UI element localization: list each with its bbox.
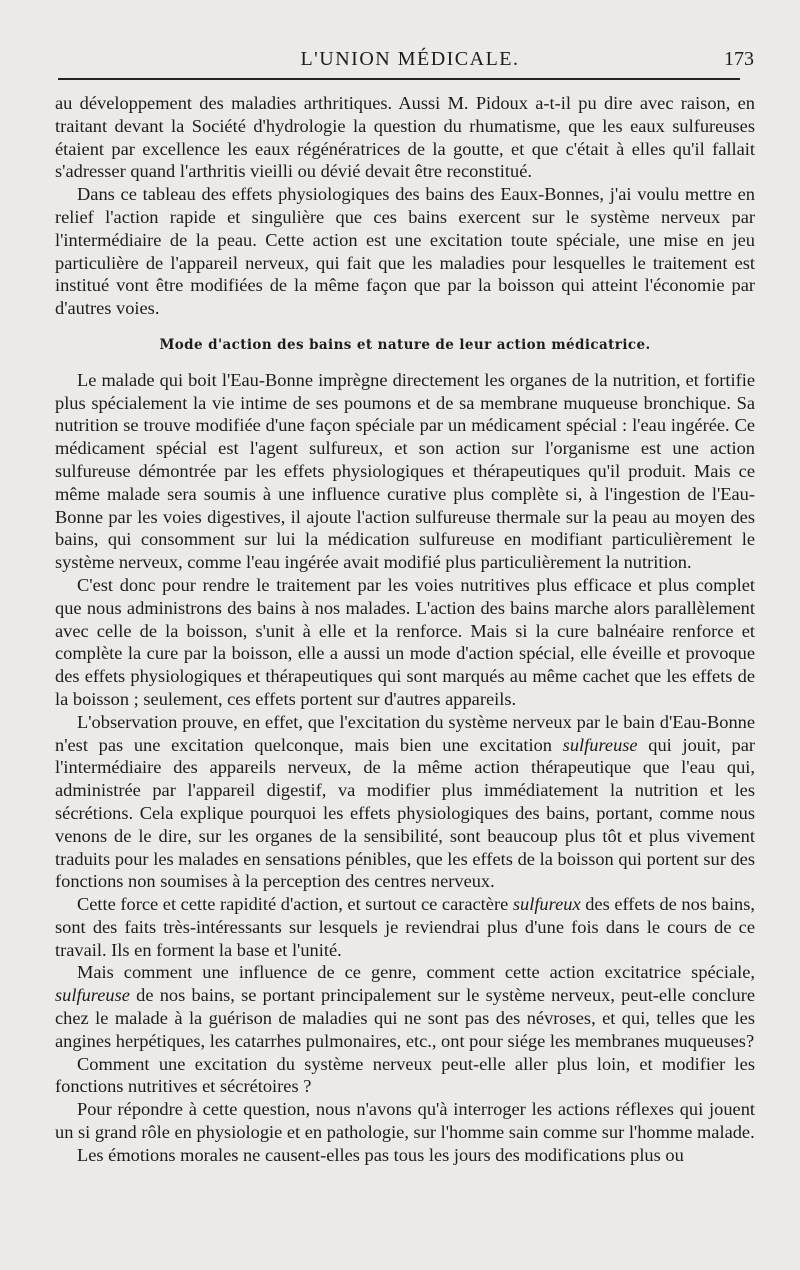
text-run: de nos bains, se portant principalement sur le système nerveux, peut-elle conclure chez le malade à la guérison de maladies qui ne sont pas des névroses, et qui, telles que les angines herpétiques, les catarrhes pulmonaires, etc., ont pour siége les membranes muqueuses? bbox=[55, 985, 755, 1051]
emphasis: sulfureuse bbox=[562, 734, 638, 755]
header-rule bbox=[58, 78, 740, 80]
running-head bbox=[60, 46, 760, 76]
paragraph: Dans ce tableau des effets physiologiques des bains des Eaux-Bonnes, j'ai voulu mettre en relief l'action rapide et singulière que ces bains exercent sur le système nerveux par l'intermédiaire de la peau. Cette action est une excitation toute spéciale, une mise en jeu particulière de l'appareil nerveux, qui fait que les maladies pour lesquelles le traitement est institué vont être modifiées de la même façon que par la boisson qui atteint l'économie par d'autres voies. bbox=[55, 184, 755, 319]
page-number: 173 bbox=[724, 48, 754, 70]
journal-title: L'UNION MÉDICALE. bbox=[300, 48, 520, 70]
paragraph bbox=[55, 961, 755, 1052]
paragraph bbox=[55, 711, 755, 893]
text-run: des effets de nos bains, sont des faits très-intéressants sur lesquels je reviendrai plus d'une fois dans le cours de ce travail. Ils en forment la base et l'unité. bbox=[55, 894, 756, 960]
paragraph: Le malade qui boit l'Eau-Bonne imprègne directement les organes de la nutrition, et fortifie plus spécialement la vie intime de ses poumons et de sa membrane muqueuse bronchique. Sa nutrition se trouve modifiée d'une façon spéciale par un médicament spécial : l'eau ingérée. Ce médicament spécial est l'agent sulfureux, et son action sur l'organisme est une action sulfureuse démontrée par les effets physiologiques et thérapeutiques qu'il produit. Mais ce même malade sera soumis à une influence curative plus complète si, à l'ingestion de l'Eau-Bonne par les voies digestives, il ajoute l'action sulfureuse thermale sur la peau au moyen des bains, qui consomment sur lui la médication sulfureuse en modifiant particulièrement le système nerveux, comme l'eau ingérée avait modifié plus particulièrement la nutrition. bbox=[55, 369, 755, 573]
text-run: qui jouit, par l'intermédiaire des appareils nerveux, de la même action thérapeutique que l'eau qui, administrée par l'appareil digestif, va modifier plus immédiatement la nutrition et les sécrétions. Cela explique pourquoi les effets physiologiques des bains, portant, comme nous venons de le dire, sur les organes de la sensibilité, sont beaucoup plus tôt et plus vivement traduits pour les malades en sensations pénibles, que les effets de la boisson qui portent sur des fonctions non soumises à la perception des centres nerveux. bbox=[55, 734, 755, 892]
text-run: Cette force et cette rapidité d'action, et surtout ce caractère bbox=[77, 894, 513, 915]
emphasis: sulfureuse bbox=[55, 985, 130, 1006]
article-body bbox=[55, 92, 755, 1167]
paragraph bbox=[55, 893, 755, 961]
emphasis: sulfureux bbox=[512, 894, 581, 915]
paragraph: au développement des maladies arthritiques. Aussi M. Pidoux a-t-il pu dire avec raison, en traitant devant la Société d'hydrologie la question du rhumatisme, que les eaux sulfureuses étaient par excellence les eaux régénératrices de la goutte, et que c'était à elles qu'il fallait s'adresser quand l'arthritis vieilli ou dévié devait être reconstitué. bbox=[55, 93, 755, 182]
text-run: L'observation prouve, en effet, que l'excitation du système nerveux par le bain d'Eau-Bonne n'est pas une excitation quelconque, mais bien une excitation bbox=[55, 711, 755, 755]
text-run: Mais comment une influence de ce genre, comment cette action excitatrice spéciale, bbox=[77, 962, 755, 983]
paragraph: C'est donc pour rendre le traitement par les voies nutritives plus efficace et plus complet que nous administrons des bains à nos malades. L'action des bains marche alors parallèlement avec celle de la boisson, s'unit à elle et la renforce. Mais si la cure balnéaire renforce et complète la cure par la boisson, elle a aussi un mode d'action spécial, elle éveille et provoque des effets physiologiques et thérapeutiques qui sont marqués au même cachet que les effets de la boisson ; seulement, ces effets portent sur d'autres appareils. bbox=[55, 574, 755, 709]
section-heading: Mode d'action des bains et nature de leur action médicatrice. bbox=[159, 336, 651, 353]
paragraph: Comment une excitation du système nerveux peut-elle aller plus loin, et modifier les fonctions nutritives et sécrétoires ? bbox=[55, 1053, 755, 1097]
paragraph: Pour répondre à cette question, nous n'avons qu'à interroger les actions réflexes qui jouent un si grand rôle en physiologie et en pathologie, sur l'homme sain comme sur l'homme malade. bbox=[55, 1099, 755, 1143]
paragraph: Les émotions morales ne causent-elles pas tous les jours des modifications plus ou bbox=[77, 1144, 684, 1165]
